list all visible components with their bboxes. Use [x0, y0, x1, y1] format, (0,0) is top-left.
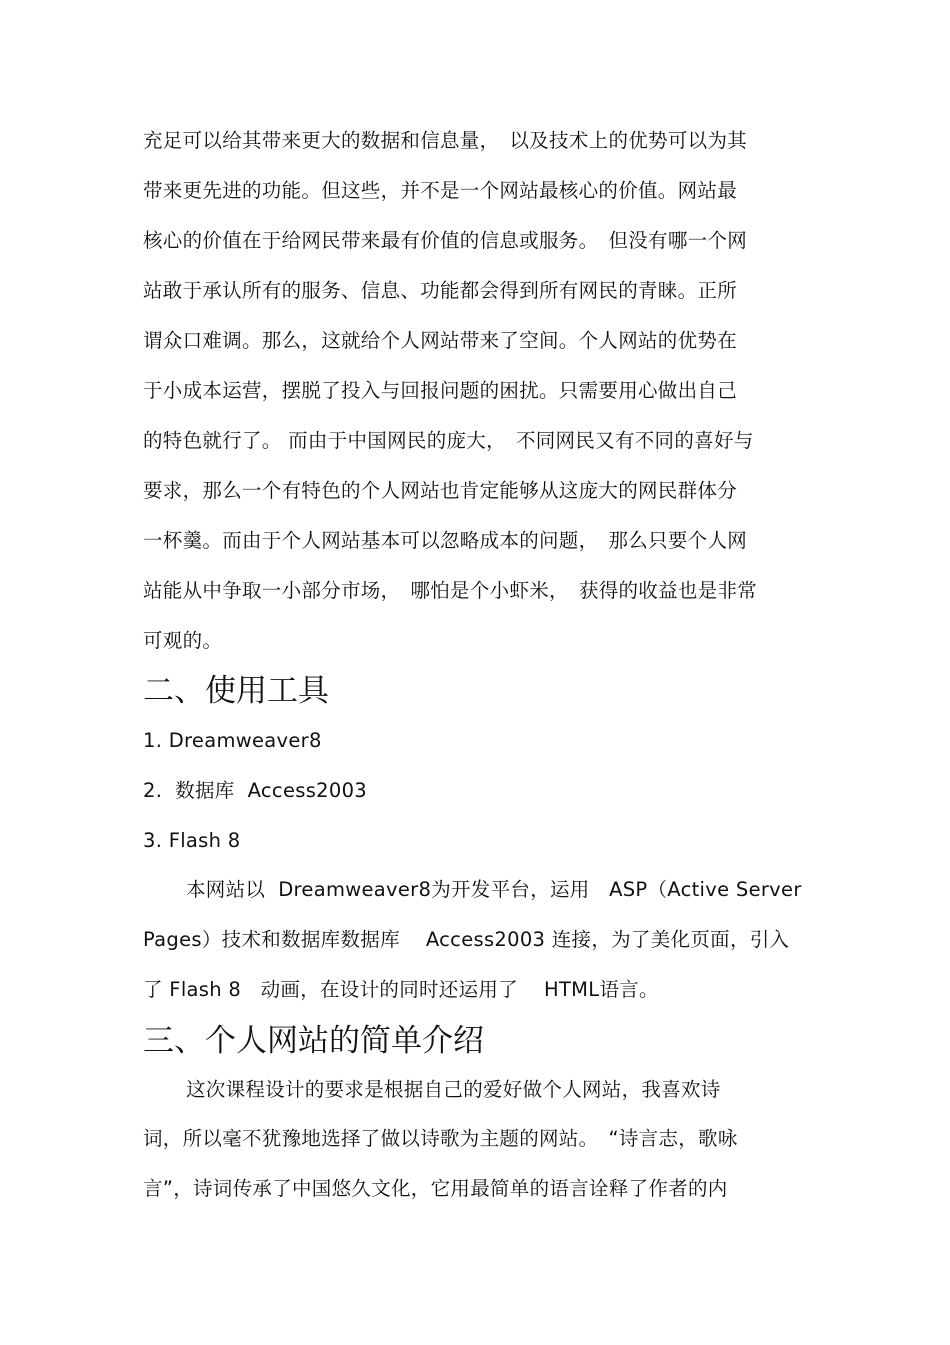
section-2-paragraph-line-2: Pages）技术和数据库数据库 Access2003 连接，为了美化页面，引入	[143, 928, 790, 951]
section-2-paragraph-line-1: 本网站以 Dreamweaver8为开发平台，运用 ASP（Active Server	[186, 878, 802, 901]
section-2-paragraph-line-3: 了 Flash 8 动画，在设计的同时还运用了 HTML语言。	[143, 978, 659, 1001]
paragraph-1-line-9: 一杯羹。而由于个人网站基本可以忽略成本的问题， 那么只要个人网	[143, 529, 748, 552]
tool-item-2: 2. 数据库 Access2003	[143, 779, 367, 802]
paragraph-1-line-3: 核心的价值在于给网民带来最有价值的信息或服务。 但没有哪一个网	[143, 229, 748, 252]
tool-item-3: 3. Flash 8	[143, 829, 241, 852]
paragraph-1-line-8: 要求，那么一个有特色的个人网站也肯定能够从这庞大的网民群体分	[143, 479, 738, 502]
paragraph-1-line-1: 充足可以给其带来更大的数据和信息量， 以及技术上的优势可以为其	[143, 129, 748, 152]
paragraph-1-line-2: 带来更先进的功能。但这些，并不是一个网站最核心的价值。网站最	[143, 179, 738, 202]
section-2-heading: 二、使用工具	[143, 673, 329, 709]
paragraph-1-line-11: 可观的。	[143, 629, 223, 652]
paragraph-1-line-4: 站敢于承认所有的服务、信息、功能都会得到所有网民的青睐。正所	[143, 279, 738, 302]
section-3-heading: 三、个人网站的简单介绍	[143, 1023, 484, 1059]
section-3-paragraph-line-1: 这次课程设计的要求是根据自己的爱好做个人网站，我喜欢诗	[186, 1078, 721, 1101]
tool-item-1: 1. Dreamweaver8	[143, 729, 322, 752]
paragraph-1-line-6: 于小成本运营，摆脱了投入与回报问题的困扰。只需要用心做出自己	[143, 379, 738, 402]
section-3-paragraph-line-3: 言”，诗词传承了中国悠久文化，它用最简单的语言诠释了作者的内	[143, 1177, 728, 1200]
paragraph-1-line-10: 站能从中争取一小部分市场， 哪怕是个小虾米， 获得的收益也是非常	[143, 579, 758, 602]
section-3-paragraph-line-2: 词，所以毫不犹豫地选择了做以诗歌为主题的网站。 “诗言志，歌咏	[143, 1127, 738, 1150]
paragraph-1-line-5: 谓众口难调。那么，这就给个人网站带来了空间。个人网站的优势在	[143, 329, 738, 352]
paragraph-1-line-7: 的特色就行了。 而由于中国网民的庞大， 不同网民又有不同的喜好与	[143, 429, 754, 452]
